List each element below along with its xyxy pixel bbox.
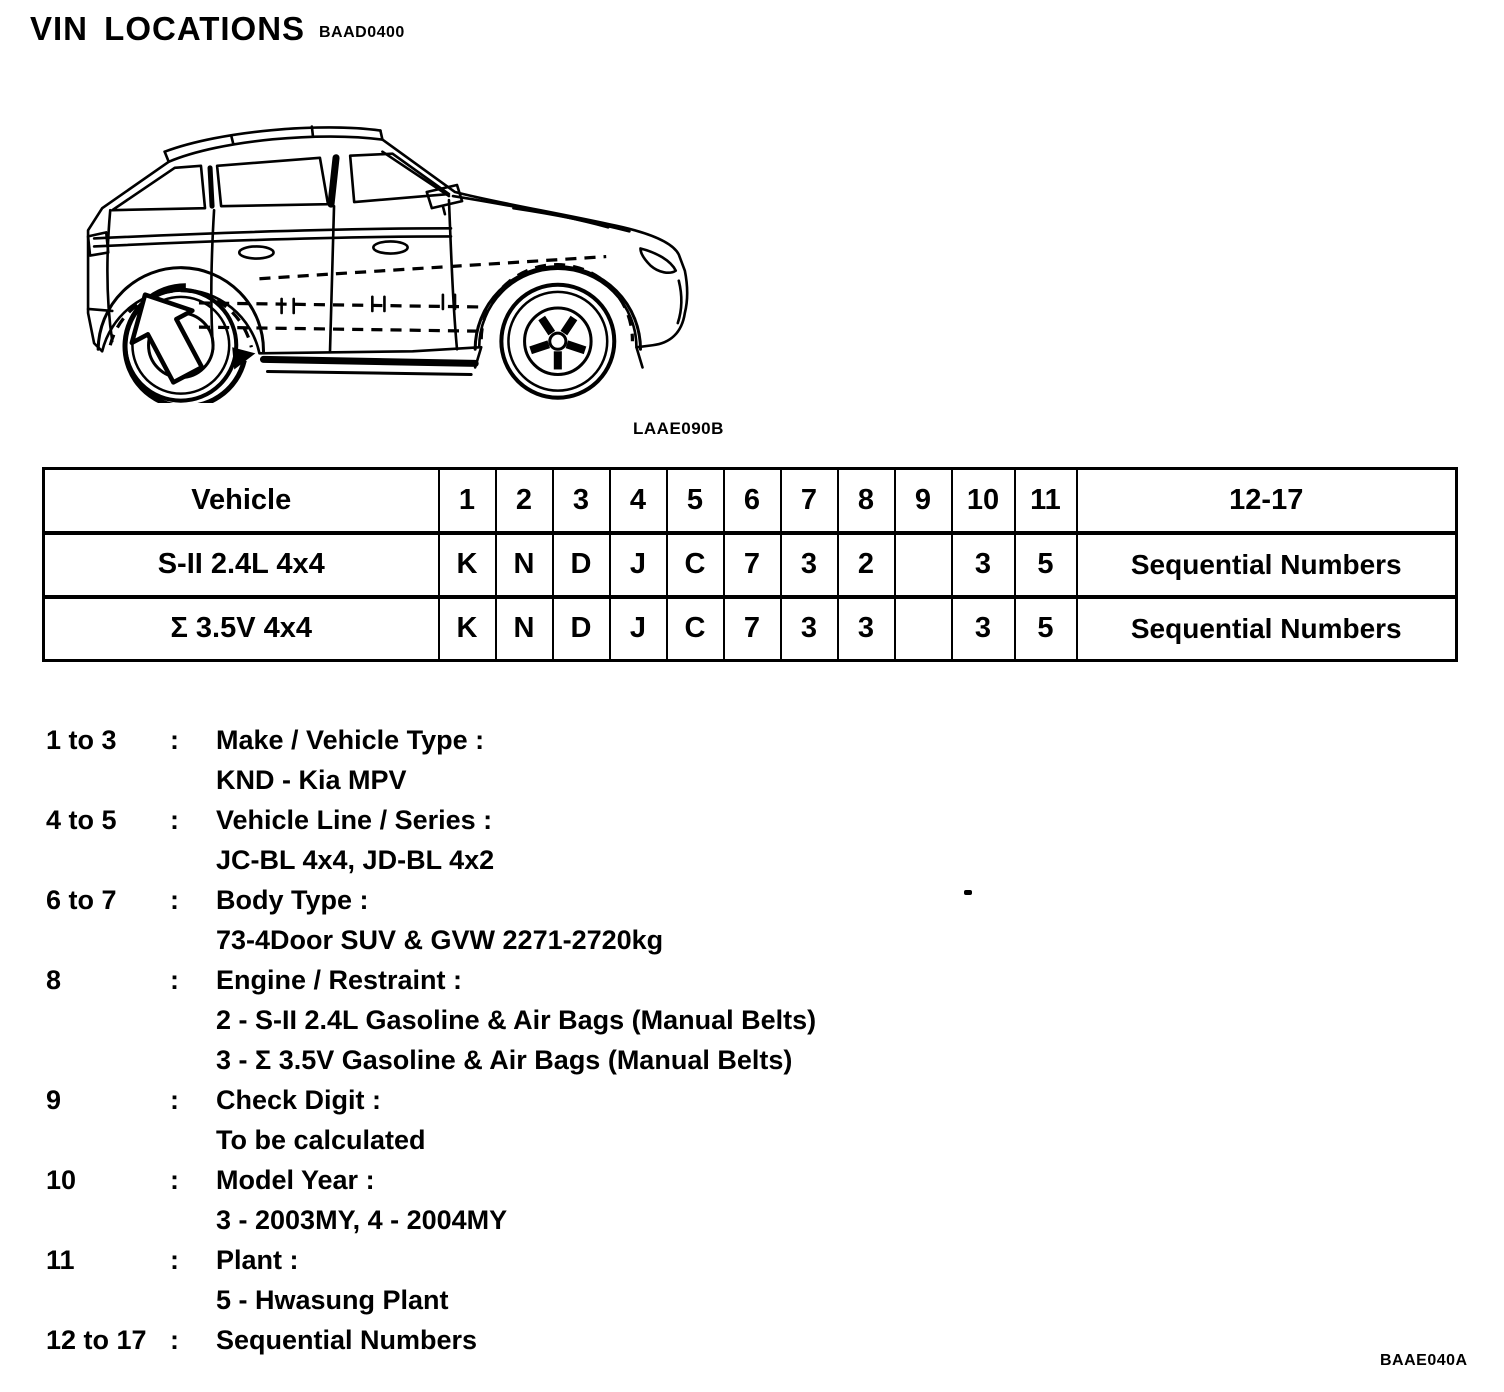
table-header-cell: 10 bbox=[952, 469, 1015, 533]
table-header-cell: 5 bbox=[667, 469, 724, 533]
vin-char-cell: 5 bbox=[1015, 597, 1077, 661]
footer-code: BAAE040A bbox=[1380, 1352, 1468, 1369]
legend-item bbox=[46, 960, 1246, 1000]
table-header-cell: 2 bbox=[496, 469, 553, 533]
legend-value-line bbox=[46, 840, 1246, 880]
legend-item bbox=[46, 1160, 1246, 1200]
front-wheel bbox=[501, 285, 614, 398]
vin-char-cell bbox=[895, 533, 952, 597]
vin-char-cell: 7 bbox=[724, 533, 781, 597]
legend-value: To be calculated bbox=[216, 1124, 426, 1155]
legend-range: 9 bbox=[46, 1084, 62, 1115]
legend-range: 4 to 5 bbox=[46, 804, 117, 835]
legend-value: JC-BL 4x4, JD-BL 4x2 bbox=[216, 844, 495, 875]
legend-colon: : bbox=[170, 804, 179, 835]
vin-char-cell: C bbox=[667, 597, 724, 661]
legend-value: 3 - Σ 3.5V Gasoline & Air Bags (Manual Belts) bbox=[216, 1044, 793, 1075]
legend-item bbox=[46, 1240, 1246, 1280]
vin-char-cell: C bbox=[667, 533, 724, 597]
vin-char-cell: 3 bbox=[781, 533, 838, 597]
legend-label: Vehicle Line / Series : bbox=[216, 804, 493, 835]
legend-value-line bbox=[46, 1040, 1246, 1080]
table-header-range: 12-17 bbox=[1077, 469, 1457, 533]
vehicle-figure bbox=[80, 98, 705, 403]
legend-item bbox=[46, 1080, 1246, 1120]
sequential-numbers-cell: Sequential Numbers bbox=[1077, 597, 1457, 661]
legend-label: Check Digit : bbox=[216, 1084, 382, 1115]
vin-char-cell: 3 bbox=[952, 597, 1015, 661]
legend-label: Model Year : bbox=[216, 1164, 375, 1195]
vehicle-name-cell: S-II 2.4L 4x4 bbox=[44, 533, 439, 597]
legend-value-line bbox=[46, 1120, 1246, 1160]
vin-char-cell: 5 bbox=[1015, 533, 1077, 597]
vin-char-cell: K bbox=[439, 533, 496, 597]
vehicle-name-cell: Σ 3.5V 4x4 bbox=[44, 597, 439, 661]
title-row bbox=[30, 10, 305, 48]
vin-char-cell: 7 bbox=[724, 597, 781, 661]
legend-colon: : bbox=[170, 964, 179, 995]
table-row bbox=[44, 533, 1457, 597]
vin-char-cell bbox=[895, 597, 952, 661]
vin-char-cell: N bbox=[496, 533, 553, 597]
table-header-cell: 9 bbox=[895, 469, 952, 533]
legend-range: 10 bbox=[46, 1164, 77, 1195]
legend-range: 6 to 7 bbox=[46, 884, 117, 915]
legend-item bbox=[46, 720, 1246, 760]
legend-colon: : bbox=[170, 1324, 179, 1355]
vin-table bbox=[42, 467, 1458, 662]
legend-value: KND - Kia MPV bbox=[216, 764, 407, 795]
legend-value-line bbox=[46, 920, 1246, 960]
table-header-cell: 6 bbox=[724, 469, 781, 533]
legend-label: Sequential Numbers bbox=[216, 1324, 478, 1355]
vin-legend bbox=[46, 720, 1246, 1360]
vin-char-cell: D bbox=[553, 597, 610, 661]
legend-colon: : bbox=[170, 724, 179, 755]
table-header-cell: 11 bbox=[1015, 469, 1077, 533]
legend-label: Body Type : bbox=[216, 884, 369, 915]
legend-value: 73-4Door SUV & GVW 2271-2720kg bbox=[216, 924, 664, 955]
vin-char-cell: 3 bbox=[838, 597, 895, 661]
table-header-row bbox=[44, 469, 1457, 533]
vin-char-cell: 2 bbox=[838, 533, 895, 597]
legend-value-line bbox=[46, 1200, 1246, 1240]
legend-range: 12 to 17 bbox=[46, 1324, 147, 1355]
legend-label: Make / Vehicle Type : bbox=[216, 724, 485, 755]
legend-range: 8 bbox=[46, 964, 62, 995]
table-header-cell: 8 bbox=[838, 469, 895, 533]
figure-code: LAAE090B bbox=[633, 419, 724, 438]
vin-char-cell: D bbox=[553, 533, 610, 597]
legend-item bbox=[46, 1320, 1246, 1360]
suv-side-view-drawing bbox=[80, 98, 705, 403]
vin-char-cell: 3 bbox=[952, 533, 1015, 597]
legend-colon: : bbox=[170, 1244, 179, 1275]
vin-char-cell: N bbox=[496, 597, 553, 661]
table-header-cell: 3 bbox=[553, 469, 610, 533]
legend-value-line bbox=[46, 760, 1246, 800]
legend-range: 11 bbox=[46, 1244, 75, 1275]
legend-value: 5 - Hwasung Plant bbox=[216, 1284, 449, 1315]
section-code: BAAD0400 bbox=[319, 24, 405, 41]
table-header-vehicle: Vehicle bbox=[191, 483, 292, 516]
legend-range: 1 to 3 bbox=[46, 724, 117, 755]
legend-item bbox=[46, 800, 1246, 840]
legend-item bbox=[46, 880, 1246, 920]
vin-char-cell: K bbox=[439, 597, 496, 661]
page-title: VIN LOCATIONS bbox=[30, 10, 306, 47]
table-header-cell: 7 bbox=[781, 469, 838, 533]
table-header-cell: 4 bbox=[610, 469, 667, 533]
table-header-cell: 1 bbox=[439, 469, 496, 533]
legend-colon: : bbox=[170, 1084, 179, 1115]
legend-label: Engine / Restraint : bbox=[216, 964, 463, 995]
table-row bbox=[44, 597, 1457, 661]
legend-colon: : bbox=[170, 1164, 179, 1195]
legend-colon: : bbox=[170, 884, 179, 915]
legend-value-line bbox=[46, 1280, 1246, 1320]
vin-char-cell: J bbox=[610, 597, 667, 661]
legend-value: 3 - 2003MY, 4 - 2004MY bbox=[216, 1204, 508, 1235]
vin-char-cell: 3 bbox=[781, 597, 838, 661]
legend-label: Plant : bbox=[216, 1244, 299, 1275]
legend-value-line bbox=[46, 1000, 1246, 1040]
sequential-numbers-cell: Sequential Numbers bbox=[1077, 533, 1457, 597]
vin-char-cell: J bbox=[610, 533, 667, 597]
legend-value: 2 - S-II 2.4L Gasoline & Air Bags (Manual Belts) bbox=[216, 1004, 817, 1035]
